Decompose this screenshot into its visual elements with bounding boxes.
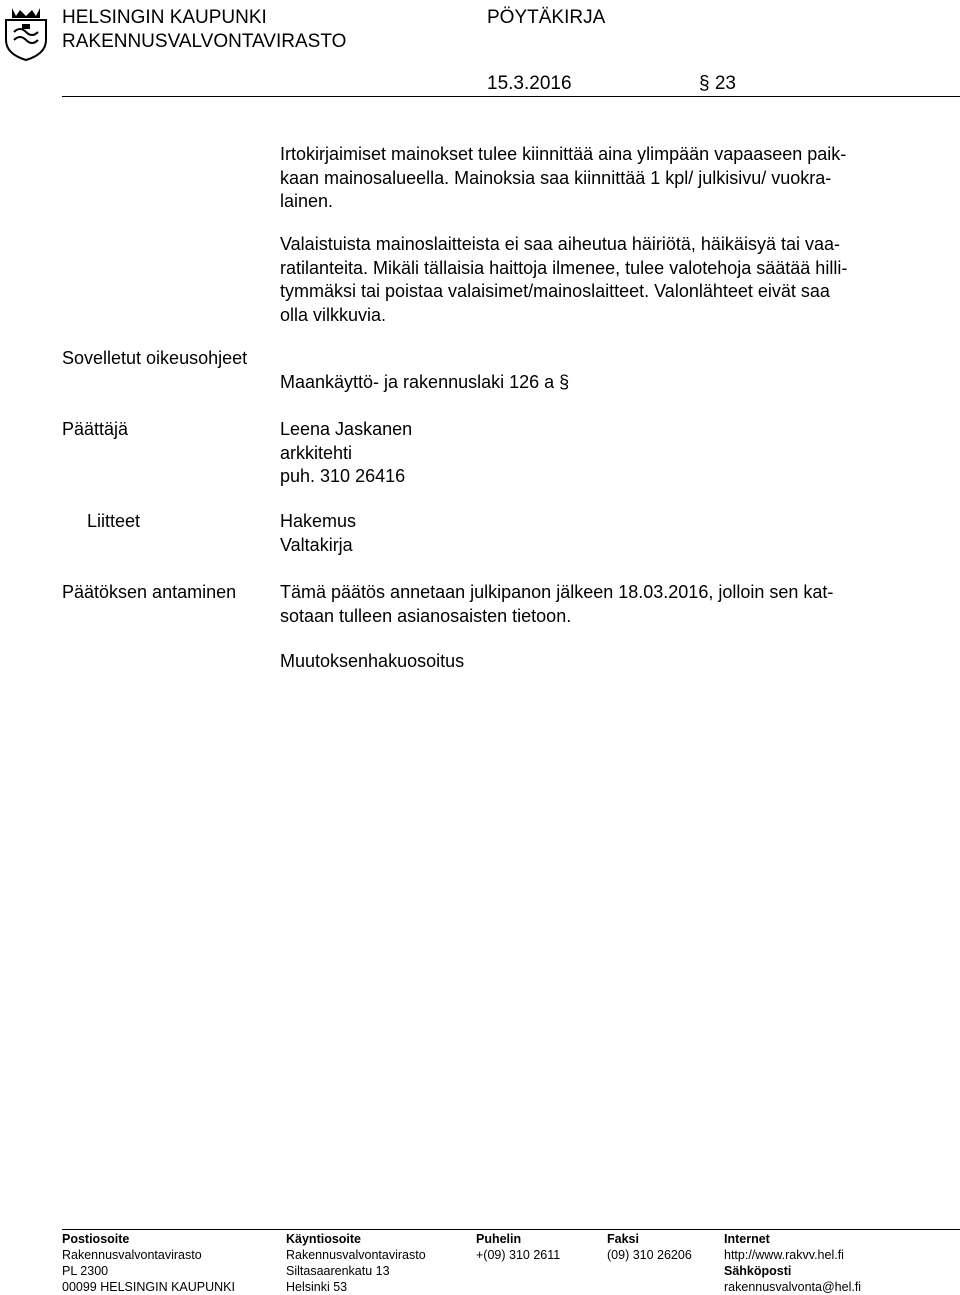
footer-fax: Faksi (09) 310 26206 xyxy=(607,1232,692,1262)
attachment-item: Valtakirja xyxy=(280,534,353,555)
law-label: Sovelletut oikeusohjeet xyxy=(62,348,248,368)
footer-email-heading: Sähköposti xyxy=(724,1264,792,1278)
law-value: Maankäyttö- ja rakennuslaki 126 a § xyxy=(280,372,570,392)
section-number: § 23 xyxy=(699,73,736,94)
decider-phone: puh. 310 26416 xyxy=(280,466,406,486)
footer-postal: Postiosoite Rakennusvalvontavirasto PL 2300 00099 HELSINGIN KAUPUNKI xyxy=(62,1232,235,1294)
issuance-label: Päätöksen antaminen xyxy=(62,582,237,602)
footer-divider xyxy=(62,1229,960,1230)
document-type: PÖYTÄKIRJA xyxy=(487,7,606,28)
footer-postal-heading: Postiosoite xyxy=(62,1232,130,1246)
footer-phone: Puhelin +(09) 310 2611 xyxy=(476,1232,561,1262)
paragraph-ad-placement: Irtokirjaimiset mainokset tulee kiinnittää aina ylimpään vapaaseen paik- kaan mainosalueella. Mainoksia saa kiinnittää 1 kpl/ julkisivu/ vuokra- lainen. xyxy=(280,144,847,211)
org-name: HELSINGIN KAUPUNKI xyxy=(62,7,267,28)
website-link[interactable]: http://www.rakvv.hel.fi xyxy=(724,1248,844,1262)
decider-title: arkkitehti xyxy=(280,442,353,463)
email-link[interactable]: rakennusvalvonta@hel.fi xyxy=(724,1280,862,1294)
document-date: 15.3.2016 xyxy=(487,73,572,94)
header-divider xyxy=(62,96,960,97)
org-department: RAKENNUSVALVONTAVIRASTO xyxy=(62,31,347,52)
attachments-list xyxy=(280,510,356,557)
paragraph-lighting: Valaistuista mainoslaitteista ei saa aiheutua häiriötä, häikäisyä tai vaa- ratilanteita. Mikäli tällaisia haittoja ilmenee, tulee valotehoja säätää hilli- tymmäksi tai poistaa valaisimet/mainoslaitteet. Valonlähteet eivät saa olla vilkkuvia. xyxy=(280,234,848,325)
appeal-heading: Muutoksenhakuosoitus xyxy=(280,651,465,671)
attachment-item: Hakemus xyxy=(280,511,357,531)
issuance-text: Tämä päätös annetaan julkipanon jälkeen 18.03.2016, jolloin sen kat- sotaan tulleen asianosaisten tietoon. xyxy=(280,582,834,626)
footer-fax-heading: Faksi xyxy=(607,1232,639,1246)
footer-visiting-heading: Käyntiosoite xyxy=(286,1232,362,1246)
footer-internet-heading: Internet xyxy=(724,1232,770,1246)
decider-label: Päättäjä xyxy=(62,419,129,439)
decider-block xyxy=(280,418,412,489)
footer-internet xyxy=(724,1231,861,1295)
footer-visiting: Käyntiosoite Rakennusvalvontavirasto Siltasaarenkatu 13 Helsinki 53 xyxy=(286,1232,426,1294)
attachments-label: Liitteet xyxy=(87,511,141,531)
decider-name: Leena Jaskanen xyxy=(280,419,413,439)
footer-phone-heading: Puhelin xyxy=(476,1232,522,1246)
helsinki-crest-icon xyxy=(2,2,50,62)
